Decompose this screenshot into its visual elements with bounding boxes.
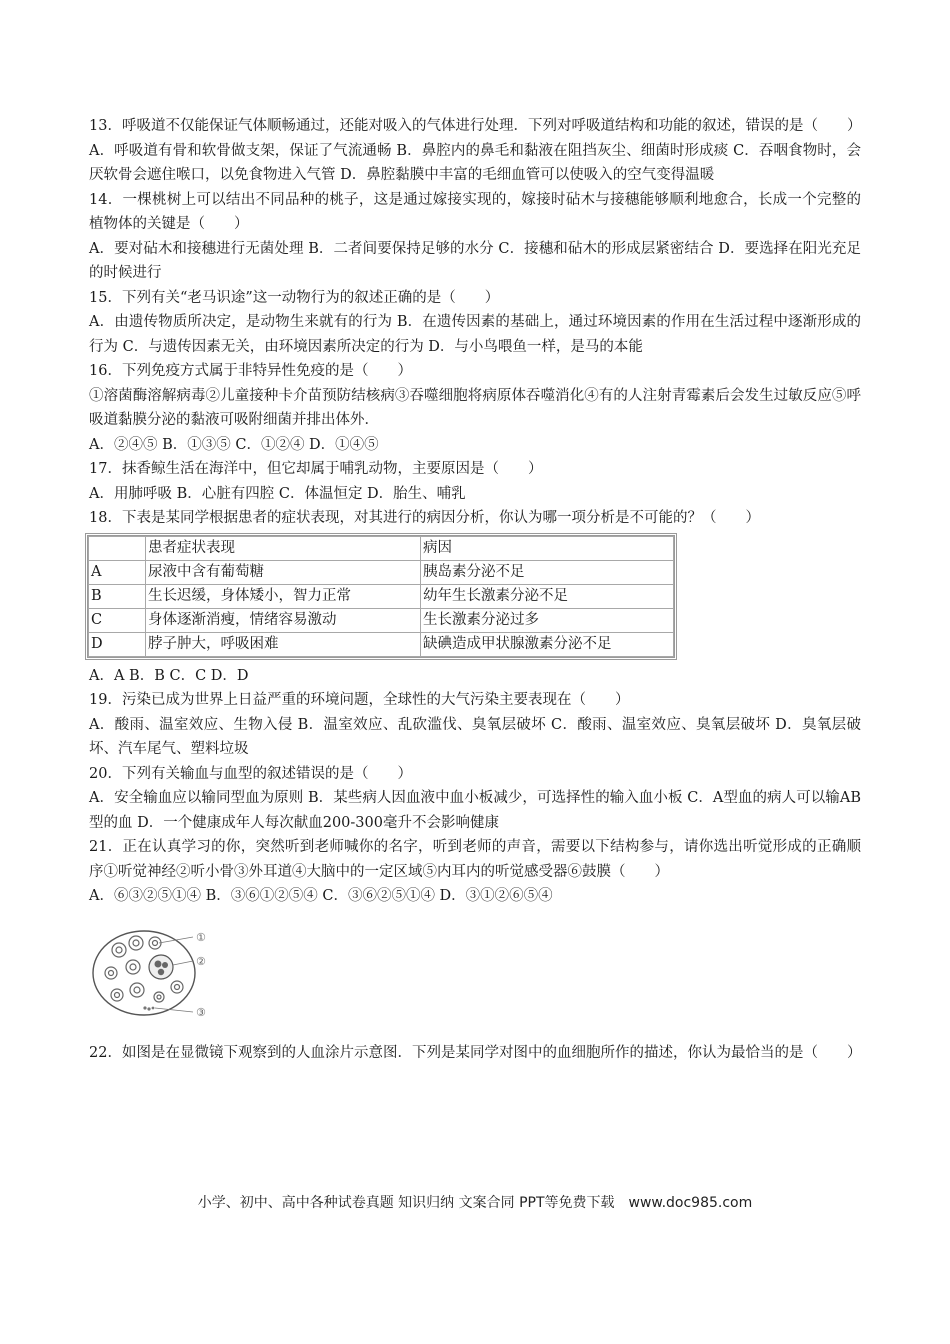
q13-stem: 13．呼吸道不仅能保证气体顺畅通过，还能对吸入的气体进行处理．下列对呼吸道结构和功能的叙述，错误的是（ ）	[89, 118, 862, 134]
table-cell: 幼年生长激素分泌不足	[421, 584, 674, 608]
table-cell: B	[89, 584, 146, 608]
q19-stem: 19．污染已成为世界上日益严重的环境问题，全球性的大气污染主要表现在（ ）	[89, 692, 630, 708]
table-cell: D	[89, 632, 146, 656]
symptom-table	[85, 533, 677, 660]
figure-label: ①	[196, 930, 206, 944]
q20-options: A．安全输血应以输同型血为原则 B．某些病人因血液中血小板减少，可选择性的输入血小板 C．A型血的病人可以输AB型的血 D．一个健康成年人每次献血200-300毫升不会影响健康	[89, 790, 861, 831]
table-header-row	[89, 536, 674, 560]
q18-stem: 18．下表是某同学根据患者的症状表现，对其进行的病因分析，你认为哪一项分析是不可能的？（ ）	[89, 510, 760, 526]
q13-options: A．呼吸道有骨和软骨做支架，保证了气流通畅 B．鼻腔内的鼻毛和黏液在阻挡灰尘、细菌时形成痰 C．吞咽食物时，会厌软骨会遮住喉口，以免食物进入气管 D．鼻腔黏膜中丰富的毛细血管可以使吸入的空气变得温暖	[89, 142, 861, 183]
q16-items: ①溶菌酶溶解病毒②儿童接种卡介苗预防结核病③吞噬细胞将病原体吞噬消化④有的人注射青霉素后会发生过敏反应⑤呼吸道黏膜分泌的黏液可吸附细菌并排出体外．	[89, 387, 861, 428]
figure-label: ③	[196, 1005, 206, 1019]
q17-stem: 17．抹香鲸生活在海洋中，但它却属于哺乳动物，主要原因是（ ）	[89, 461, 543, 477]
table-cell: 胰岛素分泌不足	[421, 560, 674, 584]
q18-options: A．A B．B C．C D．D	[89, 667, 249, 684]
table-cell: 缺碘造成甲状腺激素分泌不足	[421, 632, 674, 656]
q16-stem: 16．下列免疫方式属于非特异性免疫的是（ ）	[89, 363, 412, 379]
table-cell: C	[89, 608, 146, 632]
table-row	[89, 608, 674, 632]
q14-stem: 14．一棵桃树上可以结出不同品种的桃子，这是通过嫁接实现的，嫁接时砧木与接穗能够顺利地愈合，长成一个完整的植物体的关键是（ ）	[89, 191, 861, 232]
table-cell: 尿液中含有葡萄糖	[146, 560, 421, 584]
q22-stem: 22．如图是在显微镜下观察到的人血涂片示意图．下列是某同学对图中的血细胞所作的描述，你认为最恰当的是（ ）	[89, 1044, 862, 1061]
q21-options: A．⑥③②⑤①④ B．③⑥①②⑤④ C．③⑥②⑤①④ D．③①②⑥⑤④	[89, 888, 553, 904]
question-content	[89, 114, 861, 1065]
q15-options: A．由遗传物质所决定，是动物生来就有的行为 B．在遗传因素的基础上，通过环境因素的作用在生活过程中逐渐形成的行为 C．与遗传因素无关，由环境因素所决定的行为 D．与小鸟喂鱼一样，是马的本能	[89, 314, 861, 355]
blood-smear-icon	[89, 915, 219, 1027]
table-header-cell: 患者症状表现	[146, 536, 421, 560]
q19-options: A．酸雨、温室效应、生物入侵 B．温室效应、乱砍滥伐、臭氧层破坏 C．酸雨、温室效应、臭氧层破坏 D．臭氧层破坏、汽车尾气、塑料垃圾	[89, 716, 861, 757]
table-row	[89, 584, 674, 608]
q20-stem: 20．下列有关输血与血型的叙述错误的是（ ）	[89, 765, 412, 782]
q21-stem: 21．正在认真学习的你，突然听到老师喊你的名字，听到老师的声音，需要以下结构参与，请你选出听觉形成的正确顺序①听觉神经②听小骨③外耳道④大脑中的一定区域⑤内耳内的听觉感受器⑥鼓膜（ ）	[89, 839, 861, 880]
q17-options: A．用肺呼吸 B．心脏有四腔 C．体温恒定 D．胎生、哺乳	[89, 485, 466, 502]
blood-smear-figure	[89, 915, 861, 1027]
figure-label: ②	[196, 954, 206, 968]
table-header-cell: 病因	[421, 536, 674, 560]
table-header-cell	[89, 536, 146, 560]
page-footer: 小学、初中、高中各种试卷真题 知识归纳 文案合同 PPT等免费下载 www.doc985.com	[197, 1195, 753, 1211]
table-cell: 生长激素分泌过多	[421, 608, 674, 632]
q15-stem: 15．下列有关“老马识途”这一动物行为的叙述正确的是（ ）	[89, 289, 500, 306]
q14-options: A．要对砧木和接穗进行无菌处理 B．二者间要保持足够的水分 C．接穗和砧木的形成层紧密结合 D．要选择在阳光充足的时候进行	[89, 240, 861, 281]
table-row	[89, 632, 674, 656]
q16-options: A．②④⑤ B．①③⑤ C．①②④ D．①④⑤	[89, 436, 379, 453]
table-row	[89, 560, 674, 584]
table-cell: 脖子肿大，呼吸困难	[146, 632, 421, 656]
table-cell: A	[89, 560, 146, 584]
table-cell: 生长迟缓，身体矮小，智力正常	[146, 584, 421, 608]
table-cell: 身体逐渐消瘦，情绪容易激动	[146, 608, 421, 632]
